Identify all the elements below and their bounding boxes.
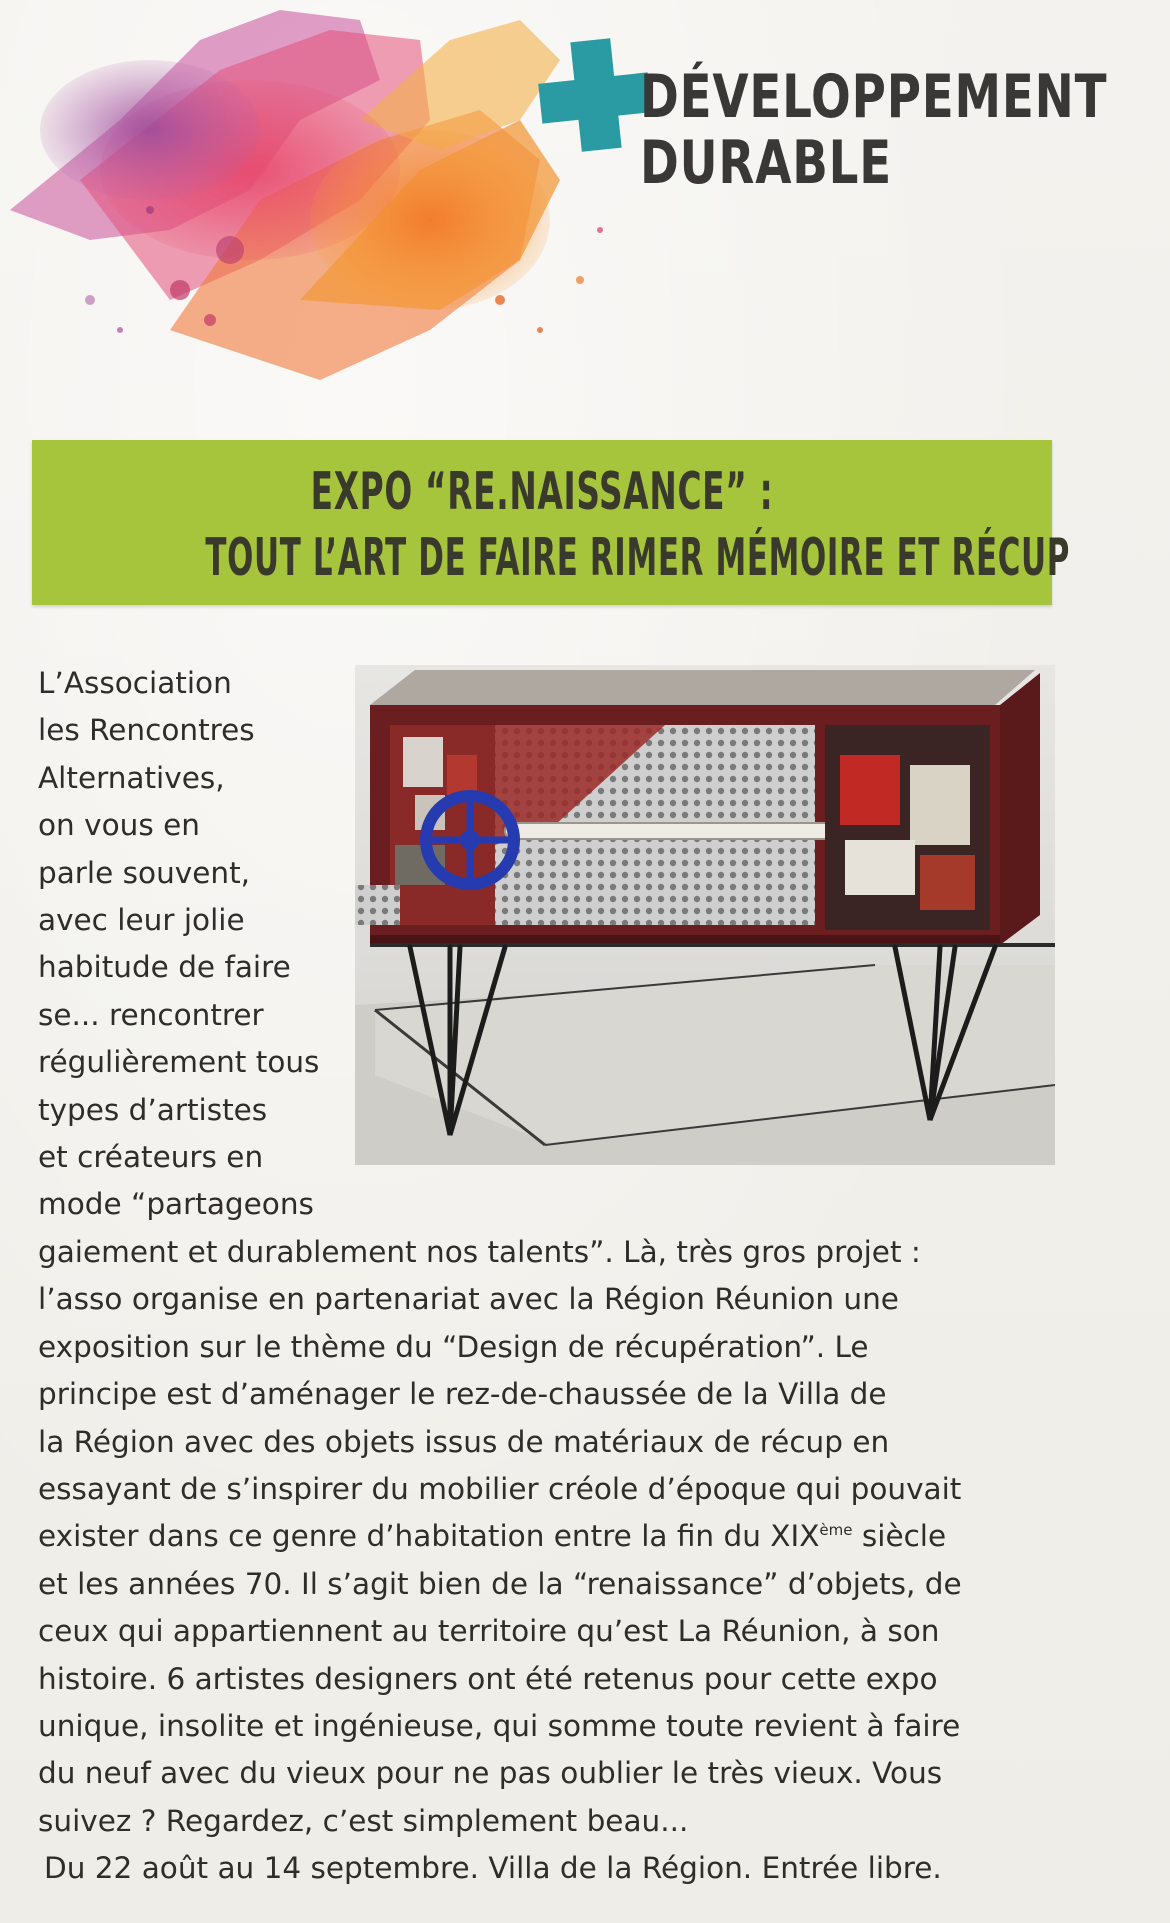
article-line: Alternatives, xyxy=(38,760,225,795)
article-line: se... rencontrer xyxy=(38,997,264,1032)
article-line: on vous en xyxy=(38,808,200,843)
century-text-before: exister dans ce genre d’habitation entre la fin du XIX xyxy=(38,1519,820,1554)
century-superscript: ème xyxy=(819,1521,853,1540)
article-line: unique, insolite et ingénieuse, qui somme toute revient à faire xyxy=(38,1708,961,1743)
article-line: la Région avec des objets issus de matériaux de récup en xyxy=(38,1424,890,1459)
article-body xyxy=(38,660,1058,1845)
article-line: mode “partageons xyxy=(38,1187,314,1222)
plus-icon xyxy=(540,40,640,150)
article-line: habitude de faire xyxy=(38,950,291,985)
article-line: suivez ? Regardez, c’est simplement beau... xyxy=(38,1803,689,1838)
article-line: avec leur jolie xyxy=(38,903,245,938)
section-title: DÉVELOPPEMENT DURABLE xyxy=(640,62,1108,198)
article-line: types d’artistes xyxy=(38,1092,268,1127)
article-line: ceux qui appartiennent au territoire qu’est La Réunion, à son xyxy=(38,1614,940,1649)
article-line: parle souvent, xyxy=(38,855,251,890)
article-line: les Rencontres xyxy=(38,713,255,748)
article-line: et les années 70. Il s’agit bien de la “renaissance” d’objets, de xyxy=(38,1566,962,1601)
article-line: l’asso organise en partenariat avec la Région Réunion une xyxy=(38,1282,899,1317)
article-line: histoire. 6 artistes designers ont été retenus pour cette expo xyxy=(38,1661,938,1696)
article-line: principe est d’aménager le rez-de-chaussée de la Villa de xyxy=(38,1377,887,1412)
headline-line-1: EXPO “RE.NAISSANCE” : xyxy=(310,462,774,522)
article-line: et créateurs en xyxy=(38,1140,264,1175)
event-info: Du 22 août au 14 septembre. Villa de la Région. Entrée libre. xyxy=(44,1851,942,1885)
article-line: régulièrement tous xyxy=(38,1045,320,1080)
article-line: du neuf avec du vieux pour ne pas oublier le très vieux. Vous xyxy=(38,1756,943,1791)
headline-banner xyxy=(32,440,1071,605)
headline-line-2: TOUT L’ART DE FAIRE RIMER MÉMOIRE ET RÉCUP xyxy=(205,528,1071,588)
article-line: gaiement et durablement nos talents”. Là, très gros projet : xyxy=(38,1234,921,1269)
article-line-century xyxy=(38,1513,1058,1560)
century-text-after: siècle xyxy=(852,1519,947,1554)
article-line: L’Association xyxy=(38,666,232,700)
article-line: exposition sur le thème du “Design de récupération”. Le xyxy=(38,1329,869,1364)
article-line: essayant de s’inspirer du mobilier créole d’époque qui pouvait xyxy=(38,1471,962,1506)
